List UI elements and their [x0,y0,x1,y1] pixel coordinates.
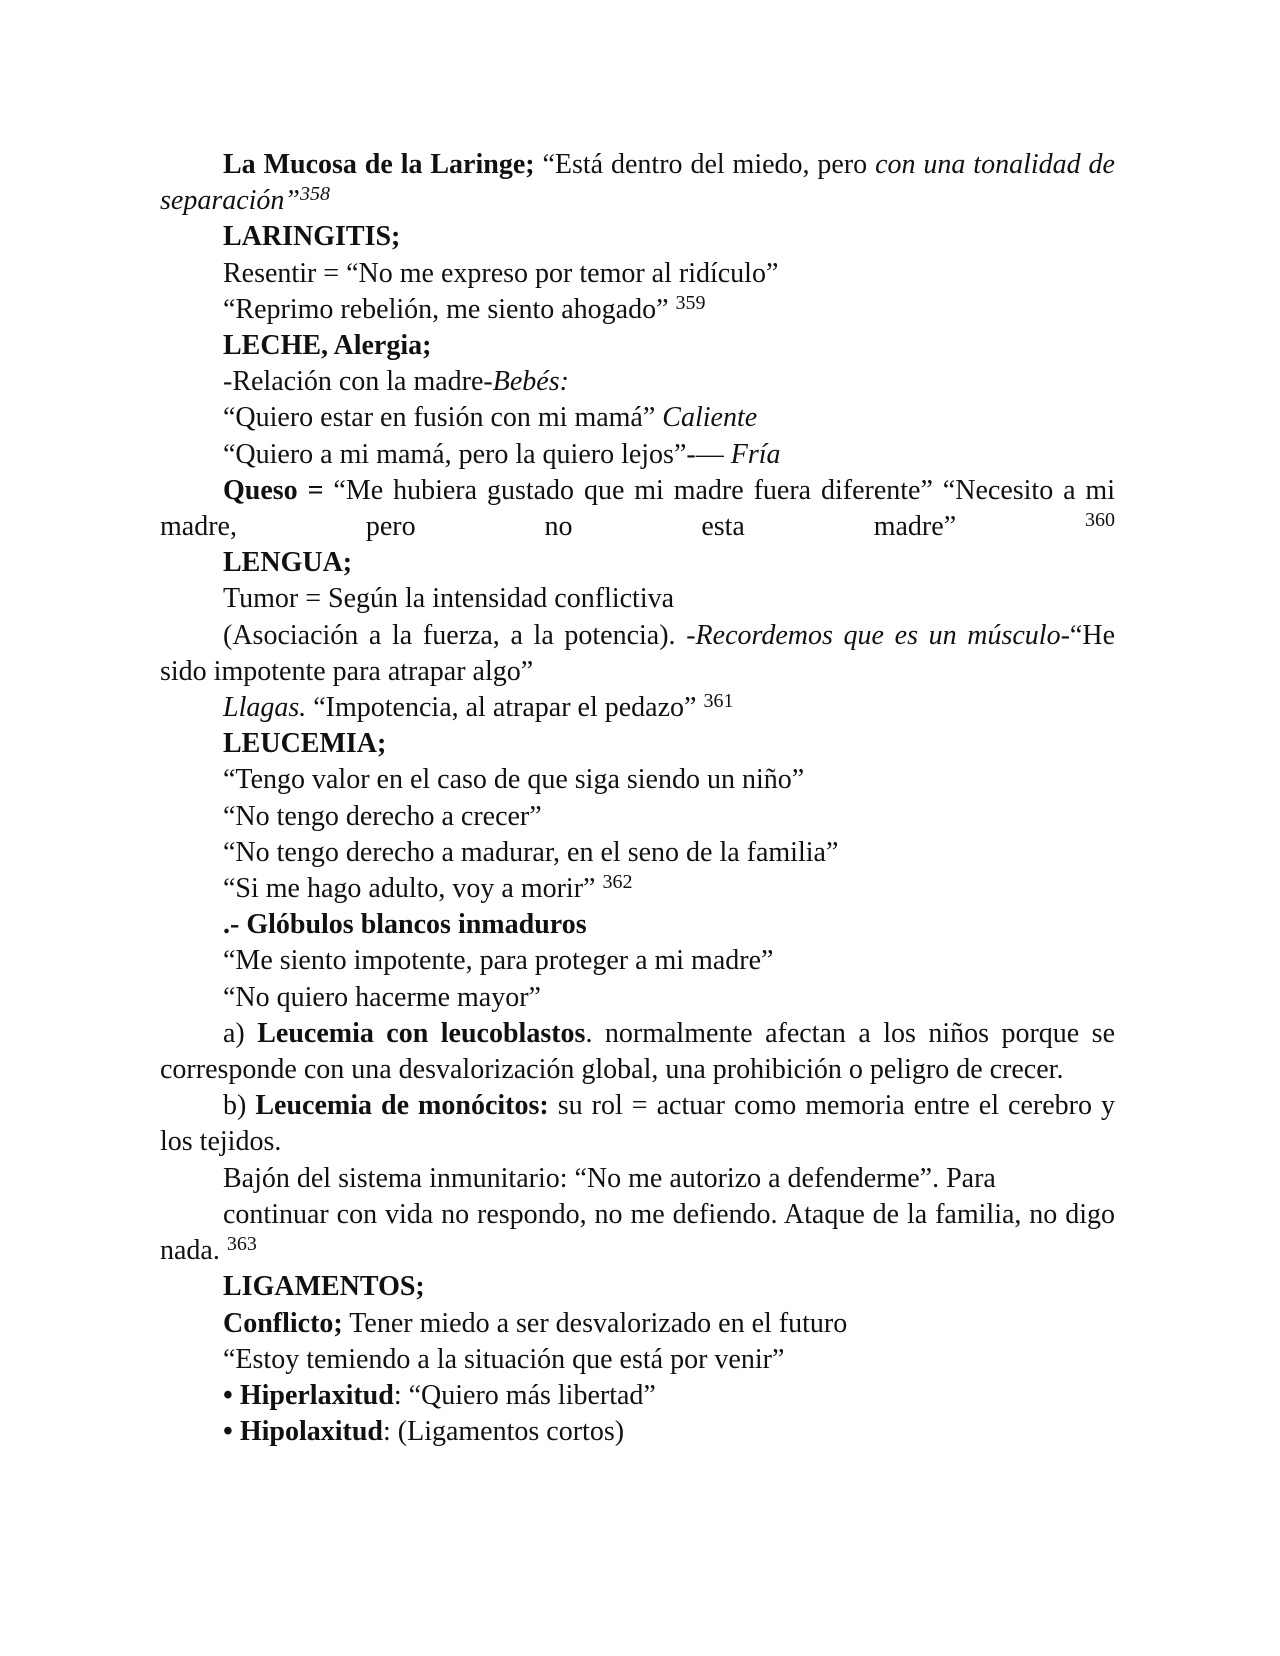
entry-text: “Está dentro del miedo, pero [534,149,876,180]
footnote-ref: 363 [226,1233,257,1256]
text-line-content: -Relación con la madre- [223,366,493,398]
queso-paragraph [160,473,1115,545]
entry-term: Hipolaxitud [239,1416,383,1448]
lengua-paragraph [160,618,1115,690]
text-line-content: “He sido impotente para atrapar algo” [160,619,1115,687]
entry-term: Hiperlaxitud [239,1379,394,1411]
text-line: “No tengo derecho a crecer” [223,800,542,832]
footnote-ref: 361 [703,690,734,713]
bullet-hipolaxitud [160,1414,1115,1450]
heading-lengua: LENGUA; [223,547,353,579]
text-line [160,437,1115,473]
bullet-icon: • [223,1416,240,1448]
entry-text: : “Quiero más libertad” [393,1379,656,1411]
text-line [160,1197,1115,1269]
entry-term: Leucemia con leucoblastos [257,1017,586,1049]
entry-text: . normalmente afectan a los niños porque se corresponde con una desvalorización global, una prohibición o peligro de crecer. [160,1017,1115,1086]
bullet-icon: • [223,1379,240,1411]
entry-term: Queso = [223,474,324,506]
heading-globulos-blancos: .- Glóbulos blancos inmaduros [223,909,587,941]
footnote-ref: 360 [1085,509,1115,532]
list-item-a [160,1016,1115,1088]
text-line: Tumor = Según la intensidad conflictiva [223,583,675,615]
heading-leche-alergia: LECHE, Alergia; [223,330,432,362]
text-line-content: “Reprimo rebelión, me siento ahogado” [223,293,676,325]
text-line: “Estoy temiendo a la situación que está por venir” [223,1343,785,1375]
list-marker: b) [223,1090,256,1122]
text-line: Bajón del sistema inmunitario: “No me autorizo a defenderme”. Para [223,1162,996,1194]
text-line-content: continuar con vida no respondo, no me defiendo. Ataque de la familia, no digo nada. [160,1198,1115,1267]
list-marker: a) [223,1017,258,1049]
text-line: “No quiero hacerme mayor” [223,981,541,1013]
heading-leucemia: LEUCEMIA; [223,728,387,760]
bullet-hiperlaxitud [160,1378,1115,1414]
text-line [160,292,1115,328]
text-line-content: “Quiero a mi mamá, pero la quiero lejos”-— [223,438,731,470]
entry-term: Leucemia de monócitos: [255,1090,549,1122]
text-italic: Bebés: [492,366,569,398]
text-italic: Fría [730,438,781,470]
document-page [160,147,1115,1450]
text-line: Resentir = “No me expreso por temor al ridículo” [223,257,779,289]
entry-italic-text: con una tonalidad de separación” [160,149,1115,217]
text-line [160,690,1115,726]
heading-laringitis: LARINGITIS; [223,221,401,253]
text-line: “Me siento impotente, para proteger a mi madre” [223,945,774,977]
text-line-content: “Quiero estar en fusión con mi mamá” [223,402,663,434]
text-line [160,400,1115,436]
text-line-content: “Impotencia, al atrapar el pedazo” [306,692,704,724]
footnote-ref: 358 [300,183,330,206]
entry-term: Conflicto; [223,1307,343,1339]
entry-text: su rol = actuar como memoria entre el cerebro y los tejidos. [160,1090,1115,1158]
footnote-ref: 359 [675,291,706,314]
text-line: “Tengo valor en el caso de que siga siendo un niño” [223,764,805,796]
entry-text: “Me hubiera gustado que mi madre fuera diferente” “Necesito a mi madre, pero no esta madre” [160,474,1115,543]
text-line-content: (Asociación a la fuerza, a la potencia). [223,619,687,651]
text-line-content: “Si me hago adulto, voy a morir” [223,873,603,905]
entry-mucosa-laringe [160,147,1115,219]
entry-text: : (Ligamentos cortos) [382,1416,625,1448]
text-italic: Llagas. [223,692,307,724]
text-line: “No tengo derecho a madurar, en el seno de la familia” [223,836,839,868]
text-italic: Caliente [662,402,758,434]
text-italic: -Recordemos que es un músculo- [686,619,1070,651]
entry-text: Tener miedo a ser desvalorizado en el futuro [342,1307,848,1339]
text-line [160,871,1115,907]
heading-ligamentos: LIGAMENTOS; [223,1271,425,1303]
entry-term: La Mucosa de la Laringe; [223,149,535,180]
text-line [160,364,1115,400]
footnote-ref: 362 [602,871,633,894]
list-item-b [160,1088,1115,1160]
text-line [160,1306,1115,1342]
